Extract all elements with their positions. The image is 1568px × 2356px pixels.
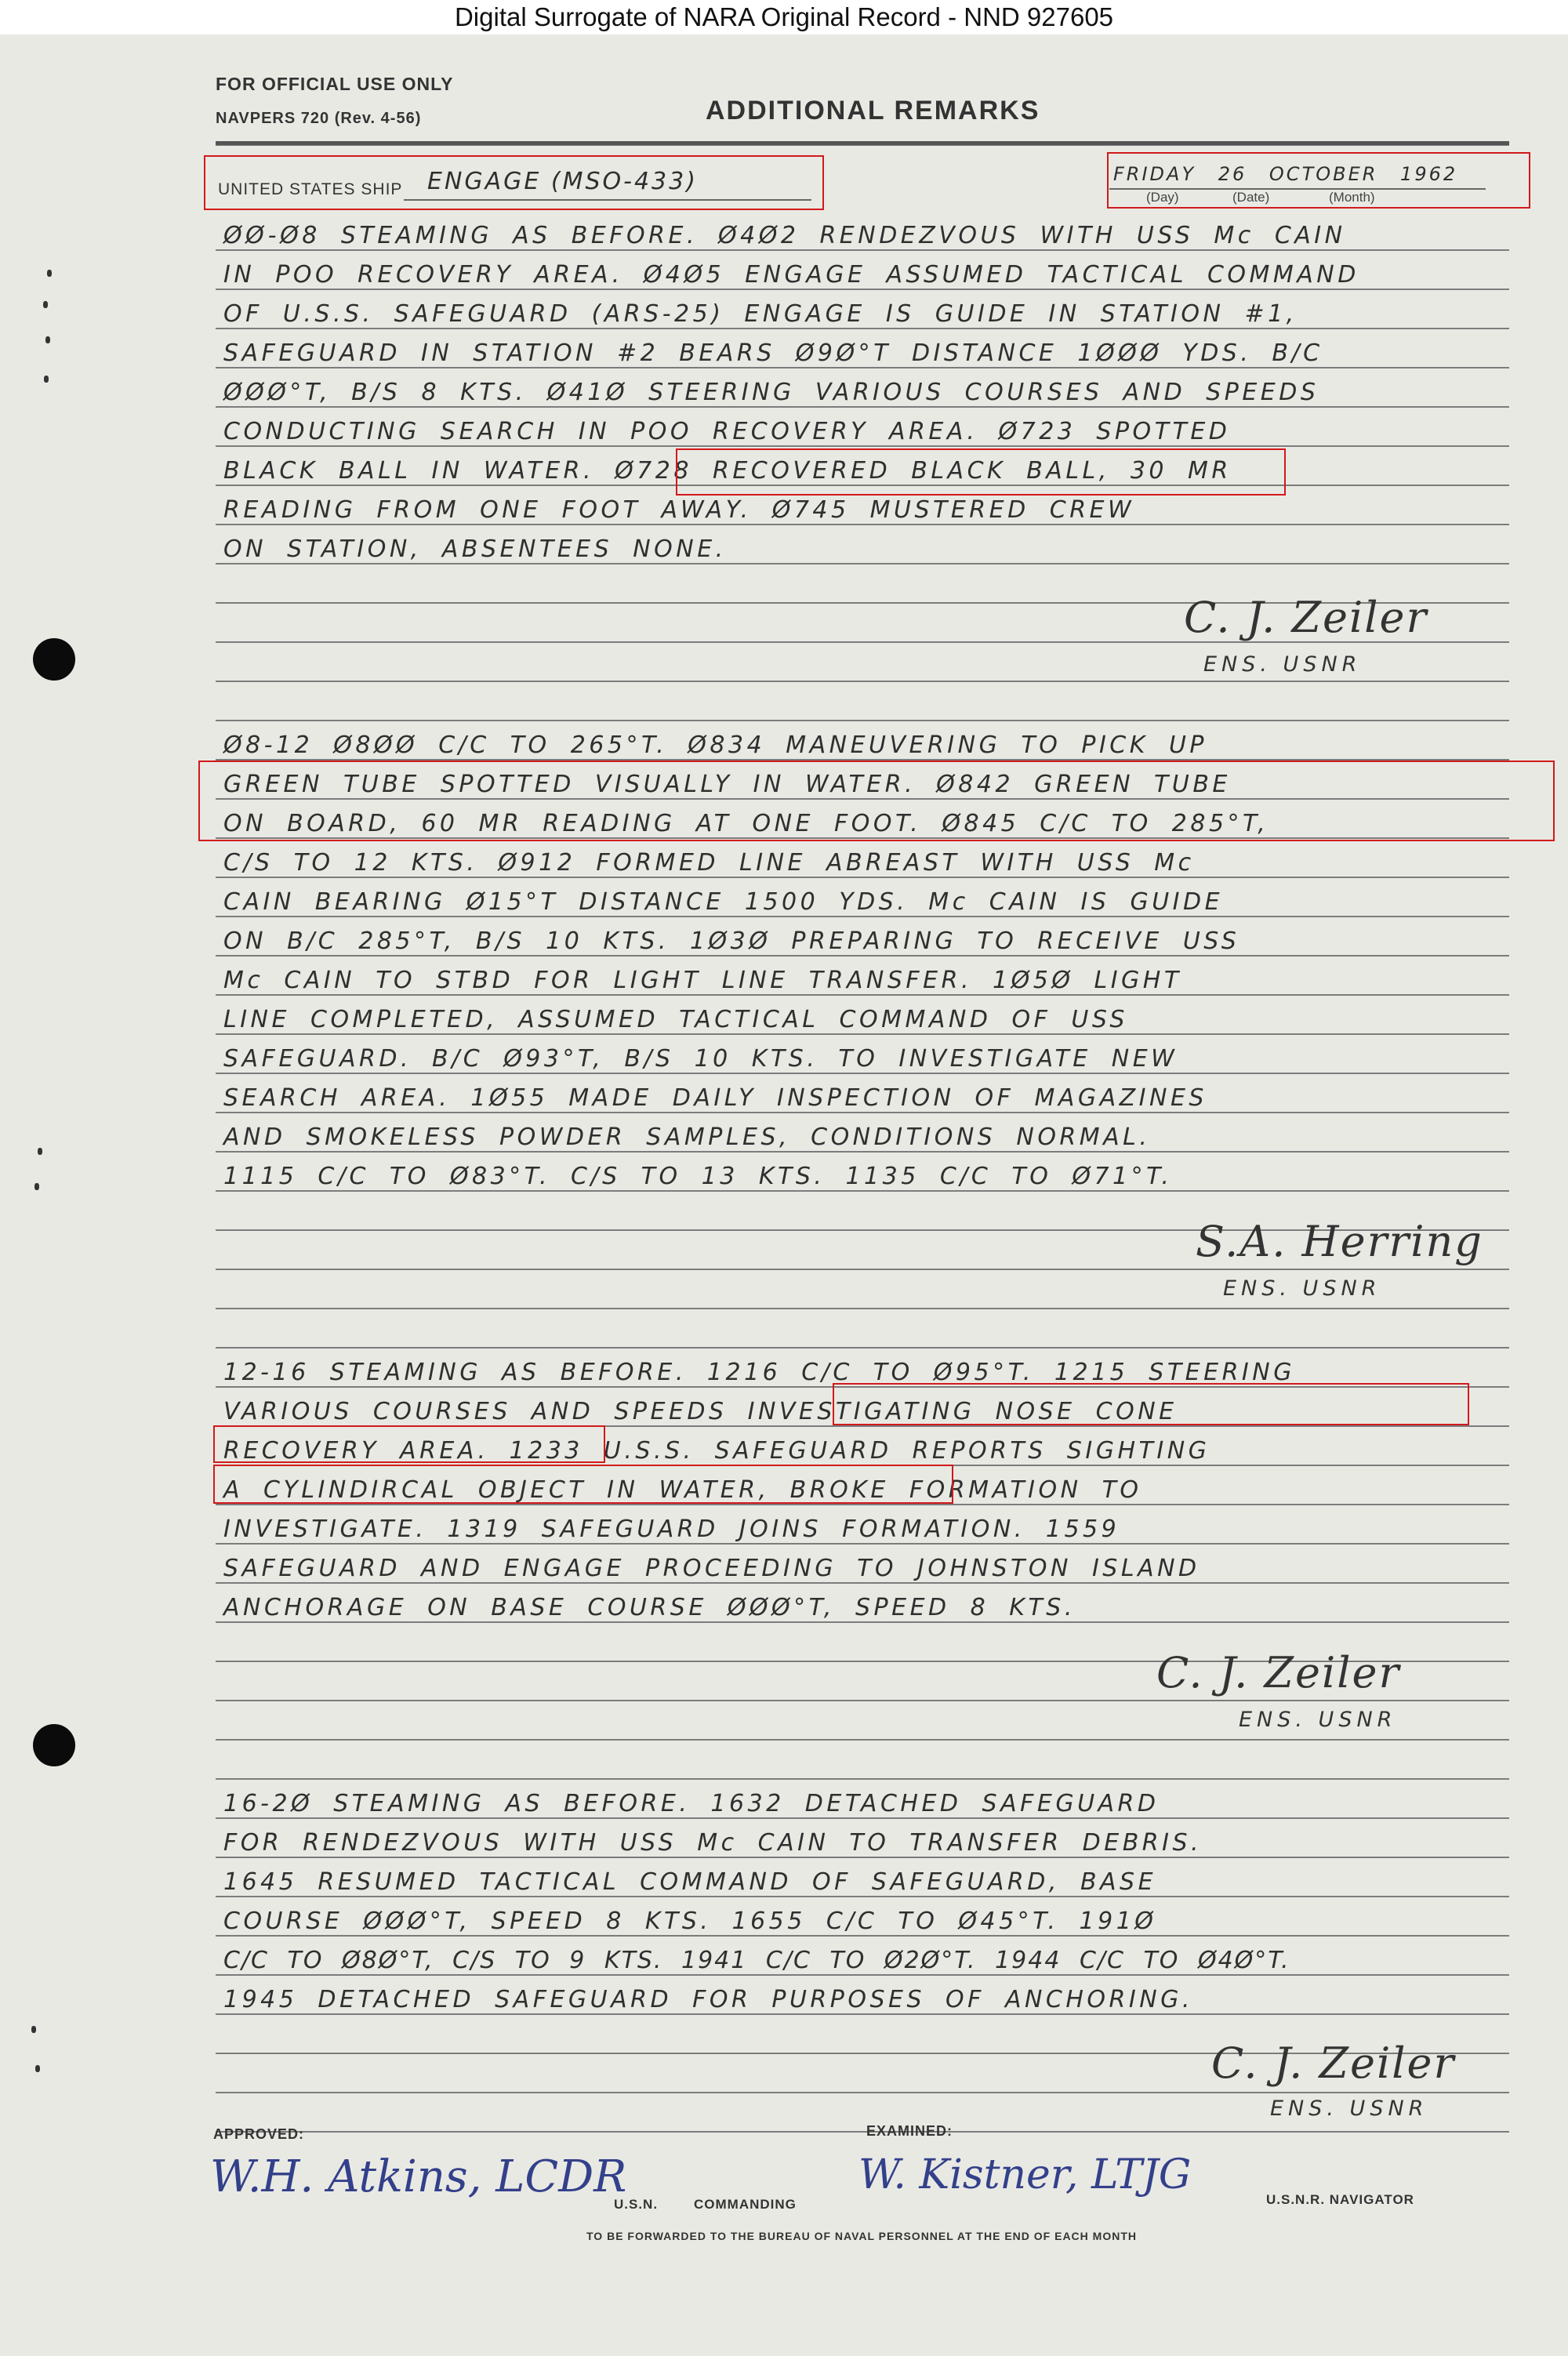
highlight-cylindrical-object: [213, 1465, 953, 1504]
officer-signature: C. J. Zeiler: [1211, 2038, 1456, 2088]
highlight-date: [1107, 152, 1530, 209]
log-line: OF U.S.S. SAFEGUARD (ARS-25) ENGAGE IS GUIDE IN STATION #1,: [223, 300, 1298, 328]
speck: [47, 270, 52, 277]
form-number: NAVPERS 720 (Rev. 4-56): [216, 110, 422, 127]
archive-banner: Digital Surrogate of NARA Original Record - NND 927605: [0, 0, 1568, 34]
highlight-recovery-area: [213, 1425, 605, 1463]
commanding-label: COMMANDING: [694, 2197, 797, 2212]
log-line: COURSE ØØØ°T, SPEED 8 KTS. 1655 C/C TO Ø45°T. 191Ø: [223, 1908, 1157, 1935]
log-line: SAFEGUARD IN STATION #2 BEARS Ø9Ø°T DISTANCE 1ØØØ YDS. B/C: [223, 339, 1323, 367]
log-line: C/C TO Ø8Ø°T, C/S TO 9 KTS. 1941 C/C TO Ø2Ø°T. 1944 C/C TO Ø4Ø°T.: [223, 1947, 1290, 1974]
header-divider: [216, 141, 1509, 146]
log-line: 16-2Ø STEAMING AS BEFORE. 1632 DETACHED SAFEGUARD: [223, 1790, 1160, 1817]
highlight-black-ball: [676, 448, 1286, 496]
log-line: GREEN TUBE SPOTTED VISUALLY IN WATER. Ø842 GREEN TUBE: [223, 771, 1231, 798]
highlight-nose-cone: [833, 1383, 1469, 1425]
highlight-ship: [204, 155, 824, 210]
log-line: SAFEGUARD. B/C Ø93°T, B/S 10 KTS. TO INVESTIGATE NEW: [223, 1045, 1178, 1073]
log-line: C/S TO 12 KTS. Ø912 FORMED LINE ABREAST WITH USS Mc: [223, 849, 1195, 877]
log-line: READING FROM ONE FOOT AWAY. Ø745 MUSTERED CREW: [223, 496, 1135, 524]
speck: [43, 301, 48, 308]
officer-signature: S.A. Herring: [1196, 1217, 1483, 1266]
log-line: ØØ-Ø8 STEAMING AS BEFORE. Ø4Ø2 RENDEZVOUS WITH USS Mc CAIN: [223, 222, 1346, 249]
examined-label: EXAMINED:: [866, 2123, 953, 2139]
log-line: Mc CAIN TO STBD FOR LIGHT LINE TRANSFER. 1Ø5Ø LIGHT: [223, 967, 1182, 994]
speck: [31, 2026, 36, 2033]
forwarding-instruction: TO BE FORWARDED TO THE BUREAU OF NAVAL PERSONNEL AT THE END OF EACH MONTH: [586, 2230, 1137, 2242]
highlight-green-tube: [198, 761, 1555, 841]
log-line: ON BOARD, 60 MR READING AT ONE FOOT. Ø845 C/C TO 285°T,: [223, 810, 1269, 837]
log-line: AND SMOKELESS POWDER SAMPLES, CONDITIONS NORMAL.: [223, 1124, 1151, 1151]
officer-signature: C. J. Zeiler: [1156, 1648, 1401, 1697]
officer-rank: ENS. USNR: [1223, 1276, 1381, 1301]
day-caption: (Day): [1146, 190, 1179, 205]
speck: [34, 1183, 39, 1190]
log-line: FOR RENDEZVOUS WITH USS Mc CAIN TO TRANSFER DEBRIS.: [223, 1829, 1203, 1857]
officer-rank: ENS. USNR: [1270, 2096, 1428, 2121]
examiner-signature: W. Kistner, LTJG: [858, 2151, 1192, 2198]
log-line: 12-16 STEAMING AS BEFORE. 1216 C/C TO Ø95°T. 1215 STEERING: [223, 1359, 1295, 1386]
month-caption: (Month): [1329, 190, 1375, 205]
log-line: LINE COMPLETED, ASSUMED TACTICAL COMMAND OF USS: [223, 1006, 1128, 1033]
log-line: 1115 C/C TO Ø83°T. C/S TO 13 KTS. 1135 C/C TO Ø71°T.: [223, 1163, 1173, 1190]
punch-hole-bottom: [33, 1724, 75, 1766]
log-line: CAIN BEARING Ø15°T DISTANCE 1500 YDS. Mc CAIN IS GUIDE: [223, 888, 1224, 916]
log-line: SEARCH AREA. 1Ø55 MADE DAILY INSPECTION OF MAGAZINES: [223, 1084, 1207, 1112]
speck: [44, 376, 49, 383]
official-use-label: FOR OFFICIAL USE ONLY: [216, 74, 454, 94]
log-date: FRIDAY 26 OCTOBER 1962: [1113, 163, 1458, 185]
page-title: ADDITIONAL REMARKS: [706, 96, 1040, 125]
log-sheet: [0, 34, 1568, 2356]
log-line: ANCHORAGE ON BASE COURSE ØØØ°T, SPEED 8 KTS.: [223, 1594, 1076, 1621]
approved-label: APPROVED:: [213, 2126, 305, 2142]
log-line: RECOVERY AREA. 1233 U.S.S. SAFEGUARD REPORTS SIGHTING: [223, 1437, 1210, 1465]
log-line: BLACK BALL IN WATER. Ø728 RECOVERED BLACK BALL, 30 MR: [223, 457, 1232, 485]
log-line: INVESTIGATE. 1319 SAFEGUARD JOINS FORMATION. 1559: [223, 1516, 1120, 1543]
log-line: ON B/C 285°T, B/S 10 KTS. 1Ø3Ø PREPARING TO RECEIVE USS: [223, 928, 1240, 955]
usn-label: U.S.N.: [614, 2197, 659, 2212]
ship-label: UNITED STATES SHIP: [218, 180, 403, 198]
log-line: SAFEGUARD AND ENGAGE PROCEEDING TO JOHNSTON ISLAND: [223, 1555, 1200, 1582]
log-line: 1945 DETACHED SAFEGUARD FOR PURPOSES OF ANCHORING.: [223, 1986, 1193, 2013]
ship-name: ENGAGE (MSO-433): [427, 168, 698, 195]
log-line: A CYLINDIRCAL OBJECT IN WATER, BROKE FORMATION TO: [223, 1476, 1142, 1504]
speck: [38, 1148, 42, 1155]
speck: [35, 2065, 40, 2072]
log-line: ØØØ°T, B/S 8 KTS. Ø41Ø STEERING VARIOUS COURSES AND SPEEDS: [223, 379, 1319, 406]
log-line: IN POO RECOVERY AREA. Ø4Ø5 ENGAGE ASSUMED TACTICAL COMMAND: [223, 261, 1359, 289]
log-line: ON STATION, ABSENTEES NONE.: [223, 535, 727, 563]
officer-rank: ENS. USNR: [1239, 1708, 1397, 1732]
log-line: 1645 RESUMED TACTICAL COMMAND OF SAFEGUARD, BASE: [223, 1868, 1157, 1896]
officer-signature: C. J. Zeiler: [1184, 593, 1428, 642]
punch-hole-top: [33, 638, 75, 681]
officer-rank: ENS. USNR: [1203, 652, 1362, 677]
navigator-label: U.S.N.R. NAVIGATOR: [1266, 2192, 1414, 2207]
log-line: CONDUCTING SEARCH IN POO RECOVERY AREA. Ø723 SPOTTED: [223, 418, 1231, 445]
date-caption: (Date): [1232, 190, 1270, 205]
log-line: Ø8-12 Ø8ØØ C/C TO 265°T. Ø834 MANEUVERING TO PICK UP: [223, 731, 1207, 759]
approver-signature: W.H. Atkins, LCDR: [210, 2151, 627, 2202]
log-line: VARIOUS COURSES AND SPEEDS INVESTIGATING NOSE CONE: [223, 1398, 1178, 1425]
speck: [45, 336, 50, 343]
